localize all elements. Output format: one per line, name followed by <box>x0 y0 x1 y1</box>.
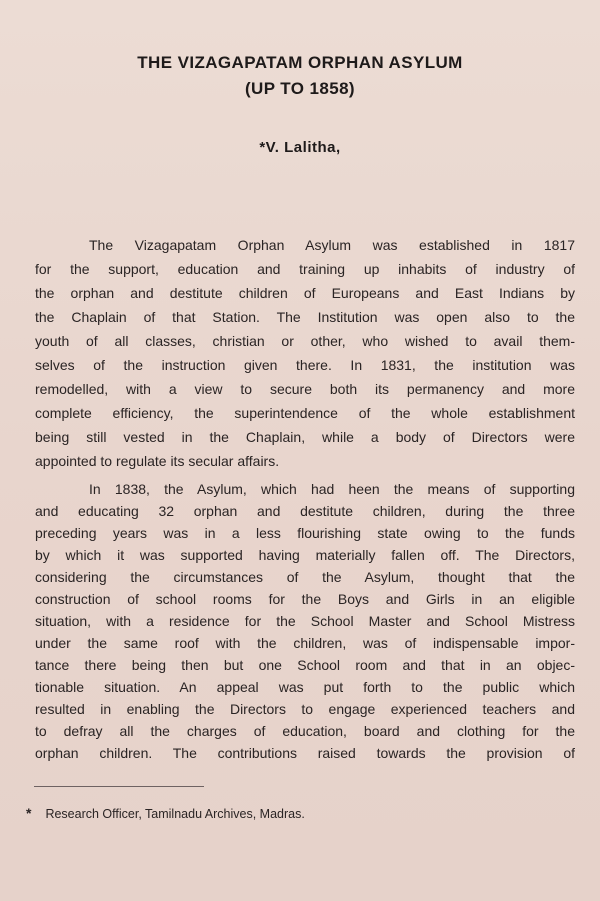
paragraph-line: and educating 32 orphan and destitute children, during the three <box>35 503 575 519</box>
paragraph-line: by which it was supported having materially fallen off. The Directors, <box>35 547 575 563</box>
paragraph-line: resulted in enabling the Directors to engage experienced teachers and <box>35 701 575 717</box>
footnote-divider <box>34 786 204 787</box>
paragraph-line: under the same roof with the children, was of indispensable impor- <box>35 635 575 651</box>
footnote-marker: * <box>26 805 32 821</box>
title-line-2: (UP TO 1858) <box>245 79 355 98</box>
paragraph-line: for the support, education and training up inhabits of industry of <box>35 261 575 277</box>
footnote-text: Research Officer, Tamilnadu Archives, Madras. <box>45 807 305 821</box>
paragraph-line: In 1838, the Asylum, which had heen the means of supporting <box>89 481 575 497</box>
author-name: *V. Lalitha, <box>259 139 341 156</box>
paragraph-line: youth of all classes, christian or other, who wished to avail them- <box>35 333 575 349</box>
paragraph-line: to defray all the charges of education, board and clothing for the <box>35 723 575 739</box>
footnote <box>26 805 305 821</box>
paragraph-line: orphan children. The contributions raised towards the provision of <box>35 745 575 761</box>
paragraph-line: appointed to regulate its secular affairs. <box>35 453 280 469</box>
paragraph-line: considering the circumstances of the Asylum, thought that the <box>35 569 575 585</box>
paragraph-line: the Chaplain of that Station. The Institution was open also to the <box>35 309 575 325</box>
paragraph-line: selves of the instruction given there. In 1831, the institution was <box>35 357 575 373</box>
paragraph-line: the orphan and destitute children of Europeans and East Indians by <box>35 285 575 301</box>
paragraph-line: tance there being then but one School room and that in an objec- <box>35 657 575 673</box>
paragraph-line: tionable situation. An appeal was put forth to the public which <box>35 679 575 695</box>
paragraph-line: complete efficiency, the superintendence of the whole establishment <box>35 405 575 421</box>
paragraph-line: remodelled, with a view to secure both its permanency and more <box>35 381 575 397</box>
paragraph-line: situation, with a residence for the School Master and School Mistress <box>35 613 575 629</box>
paragraph-line: preceding years was in a less flourishing state owing to the funds <box>35 525 575 541</box>
paragraph-line: being still vested in the Chaplain, while a body of Directors were <box>35 429 575 445</box>
title-line-1: THE VIZAGAPATAM ORPHAN ASYLUM <box>137 53 463 72</box>
paragraph-line: The Vizagapatam Orphan Asylum was established in 1817 <box>89 237 575 253</box>
paragraph-line: construction of school rooms for the Boys and Girls in an eligible <box>35 591 575 607</box>
